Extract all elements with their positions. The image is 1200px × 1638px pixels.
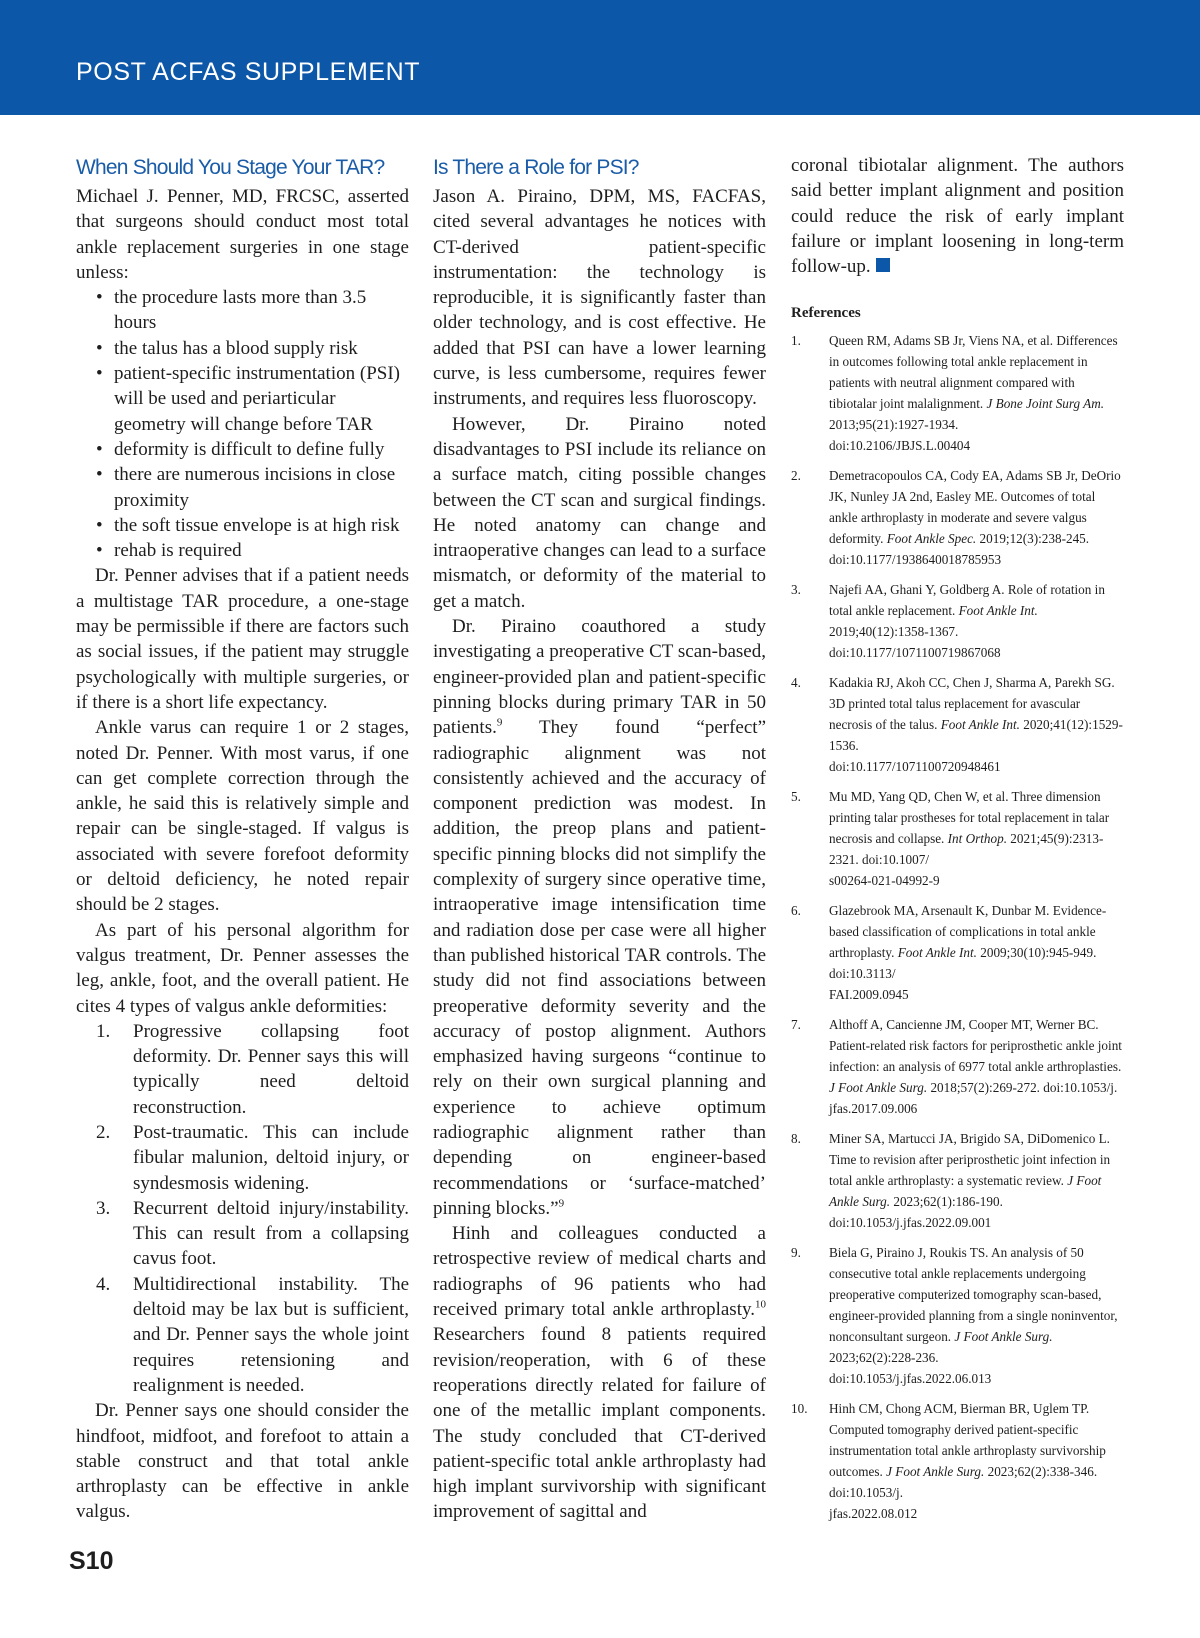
citation-superscript: 9 xyxy=(558,1197,565,1210)
list-item: • deformity is difficult to define fully xyxy=(96,438,385,460)
reference-item: 4. Kadakia RJ, Akoh CC, Chen J, Sharma A, Parekh SG. 3D printed total talus replacement for avascular necrosis of the talus. Foot Ankle Int. 2020;41(12):1529-1536. doi:10.1177/1071100720948461 xyxy=(791,674,1123,774)
header-title: POST ACFAS SUPPLEMENT xyxy=(76,58,421,86)
section-heading-psi: Is There a Role for PSI? xyxy=(433,156,639,179)
paragraph: Michael J. Penner, MD, FRCSC, asserted that surgeons should conduct most total ankle replacement surgeries in one stage unless: xyxy=(76,186,409,283)
reference-item: 1. Queen RM, Adams SB Jr, Viens NA, et al. Differences in outcomes following total ankle replacement in patients with neutral alignment compared with tibiotalar joint malalignment. J Bone Joint Surg Am. 2013;95(21):1927-1934. doi:10.2106/JBJS.L.00404 xyxy=(791,332,1118,453)
paragraph: Ankle varus can require 1 or 2 stages, noted Dr. Penner. With most varus, if one can get complete correction through the ankle, he said this is relatively simple and repair can be single-staged. If valgus is associated with severe forefoot deformity or deltoid deficiency, he noted repair should be 2 stages. xyxy=(76,717,409,916)
list-item: 3. Recurrent deltoid injury/instability. This can result from a collapsing cavus foot. xyxy=(96,1197,409,1270)
section-heading-stage-tar: When Should You Stage Your TAR? xyxy=(76,156,385,179)
paragraph: Jason A. Piraino, DPM, MS, FACFAS, cited several advantages he notices with CT-derived patient-specific instrumentation: the technology is reproducible, it is significantly faster than older technology, and is cost effective. He added that PSI can have a lower learning curve, is less cumbersome, requires fewer instruments, and requires less fluoroscopy. xyxy=(433,186,766,410)
list-item: • the procedure lasts more than 3.5 hours xyxy=(96,287,367,334)
list-item: • there are numerous incisions in close proximity xyxy=(96,464,396,511)
list-item: 4. Multidirectional instability. The deltoid may be lax but is sufficient, and Dr. Penner says the whole joint requires retensioning and realignment is needed. xyxy=(96,1273,409,1396)
paragraph: As part of his personal algorithm for valgus treatment, Dr. Penner assesses the leg, ankle, foot, and the overall patient. He cites 4 types of valgus ankle deformities: xyxy=(76,919,409,1017)
reference-item: 6. Glazebrook MA, Arsenault K, Dunbar M. Evidence-based classification of complications in total ankle arthroplasty. Foot Ankle Int. 2009;30(10):945-949. doi:10.3113/ FAI.2009.0945 xyxy=(791,902,1107,1002)
paragraph: Hinh and colleagues conducted a retrospective review of medical charts and radiographs of 96 patients who had received primary total ankle arthroplasty.$^{10}$ Researchers found 8 patients required revision/reoperation, with 6 of these reoperations directly related for failure of one of the metallic implant components. The study concluded that CT-derived patient-specific total ankle arthroplasty had high implant survivorship with significant improvement of sagittal and xyxy=(433,1223,766,1523)
paragraph: Dr. Penner advises that if a patient needs a multistage TAR procedure, a one-stage may be permissible if there are factors such as social issues, if the patient may struggle psychologically with multiple surgeries, or if there is a short life expectancy. xyxy=(76,565,409,713)
list-item: 2. Post-traumatic. This can include fibular malunion, deltoid injury, or syndesmosis widening. xyxy=(96,1121,409,1194)
reference-item: 7. Althoff A, Cancienne JM, Cooper MT, Werner BC. Patient-related risk factors for periprosthetic ankle joint infection: an analysis of 6977 total ankle arthroplasties. J Foot Ankle Surg. 2018;57(2):269-272. doi:10.1053/j. jfas.2017.09.006 xyxy=(791,1016,1122,1116)
list-item: • rehab is required xyxy=(96,540,242,562)
references-list xyxy=(791,330,1124,1524)
end-of-article-square-icon xyxy=(876,258,890,272)
paragraph: Dr. Penner says one should consider the hindfoot, midfoot, and forefoot to attain a stable construct and that total ankle arthroplasty can be effective in ankle valgus. xyxy=(76,1400,409,1523)
list-item: • patient-specific instrumentation (PSI) will be used and periarticular geometry will change before TAR xyxy=(96,363,400,435)
column-1 xyxy=(76,153,409,1525)
numbered-list xyxy=(76,1019,409,1398)
citation-superscript: 10 xyxy=(755,1298,766,1311)
paragraph: Dr. Piraino coauthored a study investigating a preoperative CT scan-based, engineer-provided plan and patient-specific pinning blocks during primary TAR in 50 patients.$^9$ They found “perfect” radiographic alignment was not consistently achieved and the accuracy of component prediction was modest. In addition, the preop plans and patient-specific pinning blocks did not simplify the complexity of surgery since operative time, intraoperative image intensification time and radiation dose per case were all higher than published historical TAR controls. The study did not find associations between preoperative deformity severity and the accuracy of postop alignment. Authors emphasized having surgeons “continue to rely on their own surgical planning and experience to achieve optimum radiographic alignment rather than depending on engineer-based recommendations or ‘surface-matched’ pinning blocks.”$^9$ xyxy=(433,616,766,1219)
list-item: • the talus has a blood supply risk xyxy=(96,337,358,359)
list-item: • the soft tissue envelope is at high risk xyxy=(96,514,400,536)
reference-item: 5. Mu MD, Yang QD, Chen W, et al. Three dimension printing talar prostheses for total replacement in talar necrosis and collapse. Int Orthop. 2021;45(9):2313-2321. doi:10.1007/ s00264-021-04992-9 xyxy=(791,788,1110,888)
bullet-list xyxy=(76,285,409,563)
reference-item: 9. Biela G, Piraino J, Roukis TS. An analysis of 50 consecutive total ankle replacements undergoing preoperative computerized tomography scan-based, engineer-provided planning from a single noninventor, nonconsultant surgeon. J Foot Ankle Surg. 2023;62(2):228-236. doi:10.1053/j.jfas.2022.06.013 xyxy=(791,1244,1118,1386)
list-item: 1. Progressive collapsing foot deformity. Dr. Penner says this will typically need deltoid reconstruction. xyxy=(96,1020,409,1118)
paragraph: coronal tibiotalar alignment. The authors said better implant alignment and position could reduce the risk of early implant failure or implant loosening in long-term follow-up. xyxy=(791,155,1124,278)
reference-item: 10. Hinh CM, Chong ACM, Bierman BR, Uglem TP. Computed tomography derived patient-specific instrumentation total ankle arthroplasty survivorship outcomes. J Foot Ankle Surg. 2023;62(2):338-346. doi:10.1053/j. jfas.2022.08.012 xyxy=(791,1400,1106,1521)
header-banner xyxy=(0,0,1200,115)
reference-item: 2. Demetracopoulos CA, Cody EA, Adams SB Jr, DeOrio JK, Nunley JA 2nd, Easley ME. Outcomes of total ankle arthroplasty in moderate and severe valgus deformity. Foot Ankle Spec. 2019;12(3):238-245. doi:10.1177/1938640018785953 xyxy=(791,467,1121,567)
page-number: S10 xyxy=(69,1547,114,1575)
column-2 xyxy=(433,153,766,1525)
reference-item: 8. Miner SA, Martucci JA, Brigido SA, DiDomenico L. Time to revision after periprosthetic joint infection in total ankle arthroplasty: a systematic review. J Foot Ankle Surg. 2023;62(1):186-190. doi:10.1053/j.jfas.2022.09.001 xyxy=(791,1130,1111,1230)
column-3 xyxy=(791,153,1124,1533)
references-title: References xyxy=(791,305,861,322)
paragraph: However, Dr. Piraino noted disadvantages to PSI include its reliance on a surface match, citing possible changes between the CT scan and surgical findings. He noted anatomy can change and intraoperative changes can lead to a surface mismatch, or deformity of the material to get a match. xyxy=(433,413,766,612)
reference-item: 3. Najefi AA, Ghani Y, Goldberg A. Role of rotation in total ankle replacement. Foot Ankle Int. 2019;40(12):1358-1367. doi:10.1177/1071100719867068 xyxy=(791,581,1105,660)
citation-superscript: 9 xyxy=(496,716,503,729)
